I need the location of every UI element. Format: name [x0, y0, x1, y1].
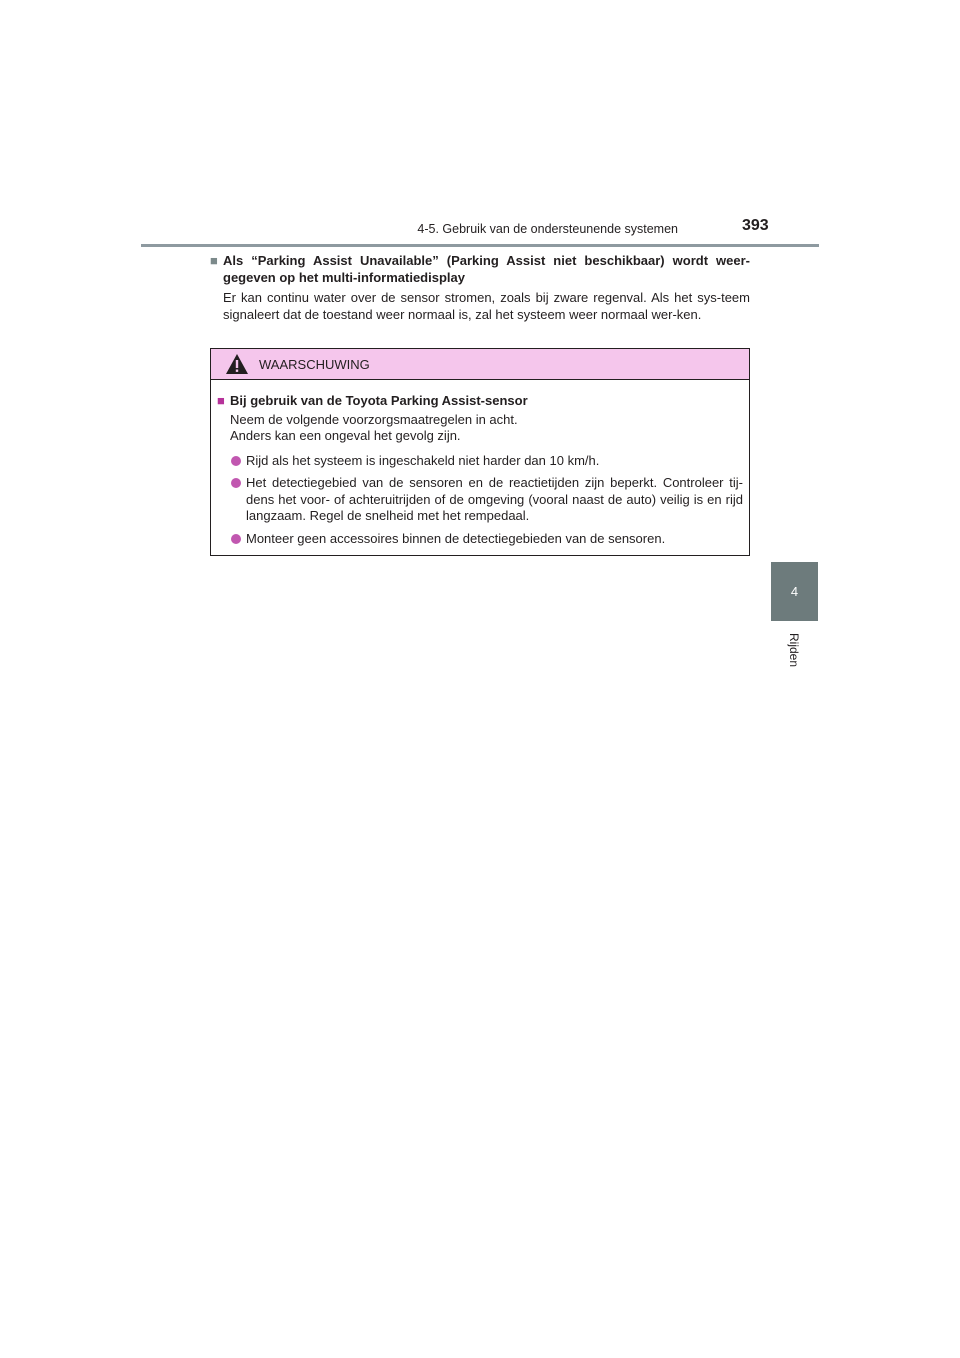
chapter-number: 4 — [790, 584, 799, 599]
section-heading-text: Als “Parking Assist Unavailable” (Parking Assist niet beschikbaar) wordt weer-gegeven op het multi-informatiedisplay — [223, 253, 750, 285]
warning-bullet: Het detectiegebied van de sensoren en de reactietijden zijn beperkt. Controleer tij-dens het voor- of achteruitrijden of de omgeving (vooral naast de auto) veilig is en rijd langzaam. Regel de snelheid met het rempedaal. — [217, 475, 743, 525]
chapter-label: Rijden — [787, 632, 801, 668]
warning-triangle-icon — [225, 353, 249, 375]
warning-bullet: Rijd als het systeem is ingeschakeld niet harder dan 10 km/h. — [217, 453, 743, 470]
square-bullet-icon: ■ — [210, 253, 218, 268]
page-number: 393 — [742, 217, 769, 234]
chapter-tab — [771, 562, 818, 621]
warning-heading-text: Bij gebruik van de Toyota Parking Assist-sensor — [230, 393, 528, 408]
main-content — [210, 253, 750, 323]
header-divider — [141, 244, 819, 247]
section-body: Er kan continu water over de sensor stromen, zoals bij zware regenval. Als het sys-teem signaleert dat de toestand weer normaal is, zal het systeem weer normaal wer-ken. — [223, 290, 750, 322]
warning-header — [211, 349, 749, 380]
warning-heading — [217, 393, 743, 410]
warning-box — [210, 348, 750, 556]
warning-body — [211, 380, 749, 547]
warning-title: WAARSCHUWING — [259, 356, 370, 372]
warning-intro-1: Neem de volgende voorzorgsmaatregelen in acht. — [230, 411, 518, 427]
round-bullet-icon — [231, 456, 241, 466]
round-bullet-icon — [231, 478, 241, 488]
section-heading — [210, 253, 750, 286]
running-header: 4-5. Gebruik van de ondersteunende systemen — [417, 222, 678, 236]
warning-intro-2: Anders kan een ongeval het gevolg zijn. — [230, 428, 461, 443]
round-bullet-icon — [231, 534, 241, 544]
warning-bullet: Monteer geen accessoires binnen de detectiegebieden van de sensoren. — [217, 531, 743, 548]
square-bullet-icon: ■ — [217, 393, 225, 408]
